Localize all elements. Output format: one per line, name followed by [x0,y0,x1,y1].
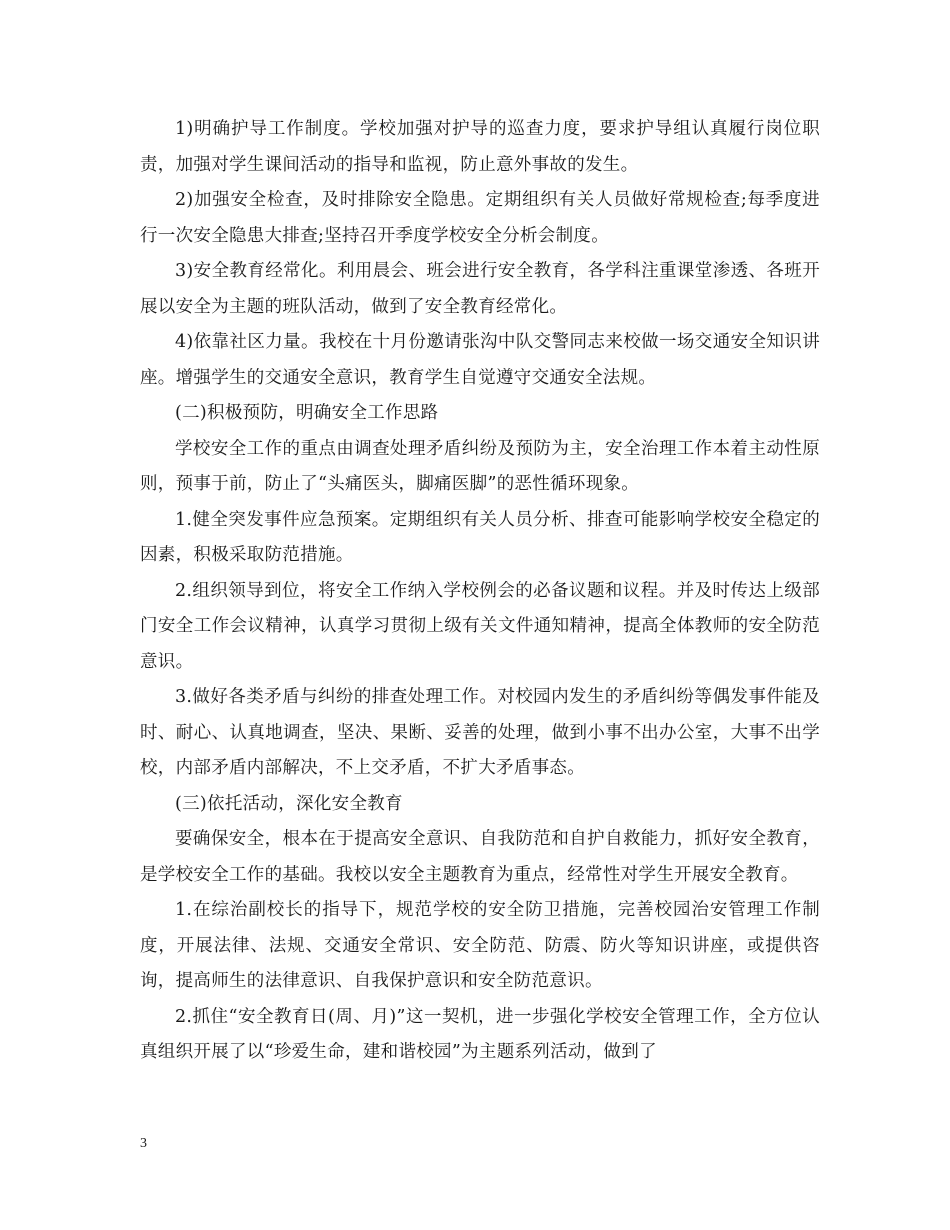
section-heading: (二)积极预防，明确安全工作思路 [175,403,439,423]
paragraph: 1.在综治副校长的指导下，规范学校的安全防卫措施，完善校园治安管理工作制度，开展法律、法规、交通安全常识、安全防范、防震、防火等知识讲座，或提供咨询，提高师生的法律意识、自我保护意识和安全防范意识。 [140,900,820,991]
paragraph: 学校安全工作的重点由调查处理矛盾纠纷及预防为主，安全治理工作本着主动性原则，预事于前，防止了“头痛医头，脚痛医脚”的恶性循环现象。 [140,438,820,494]
document-body [140,112,820,1071]
page-number: 3 [140,1136,147,1151]
section-heading: (三)依托活动，深化安全教育 [175,793,403,814]
paragraph: 3)安全教育经常化。利用晨会、班会进行安全教育，各学科注重课堂渗透、各班开展以安全为主题的班队活动，做到了安全教育经常化。 [140,261,820,317]
paragraph: 2.抓住“安全教育日(周、月)”这一契机，进一步强化学校安全管理工作，全方位认真组织开展了以“珍爱生命，建和谐校园”为主题系列活动，做到了 [140,1006,820,1062]
paragraph: 3.做好各类矛盾与纠纷的排查处理工作。对校园内发生的矛盾纠纷等偶发事件能及时、耐心、认真地调查，坚决、果断、妥善的处理，做到小事不出办公室，大事不出学校，内部矛盾内部解决，不上交矛盾，不扩大矛盾事态。 [140,687,820,778]
paragraph: 1.健全突发事件应急预案。定期组织有关人员分析、排查可能影响学校安全稳定的因素，积极采取防范措施。 [140,509,820,565]
paragraph: 4)依靠社区力量。我校在十月份邀请张沟中队交警同志来校做一场交通安全知识讲座。增强学生的交通安全意识，教育学生自觉遵守交通安全法规。 [140,332,820,388]
paragraph: 2)加强安全检查，及时排除安全隐患。定期组织有关人员做好常规检查;每季度进行一次安全隐患大排查;坚持召开季度学校安全分析会制度。 [140,190,820,246]
paragraph: 2.组织领导到位，将安全工作纳入学校例会的必备议题和议程。并及时传达上级部门安全工作会议精神，认真学习贯彻上级有关文件通知精神，提高全体教师的安全防范意识。 [140,580,820,672]
paragraph: 要确保安全，根本在于提高安全意识、自我防范和自护自救能力，抓好安全教育，是学校安全工作的基础。我校以安全主题教育为重点，经常性对学生开展安全教育。 [140,829,820,885]
paragraph: 1)明确护导工作制度。学校加强对护导的巡查力度，要求护导组认真履行岗位职责，加强对学生课间活动的指导和监视，防止意外事故的发生。 [140,119,820,175]
